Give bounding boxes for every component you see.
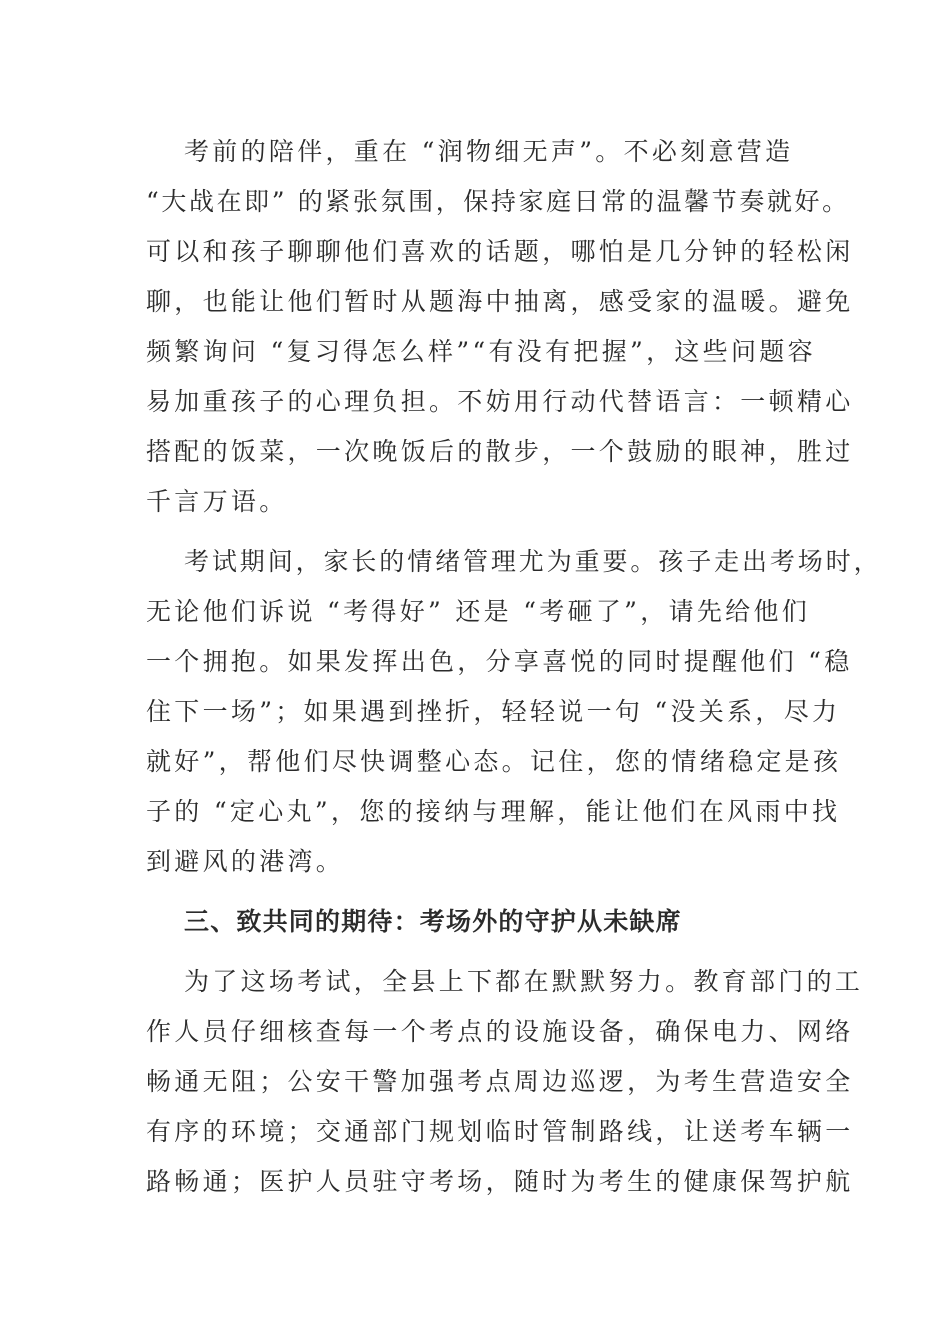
- paragraph-line: 就好”，帮他们尽快调整心态。记住，您的情绪稳定是孩: [146, 747, 842, 776]
- paragraph-line: 有序的环境；交通部门规划临时管制路线，让送考车辆一: [146, 1117, 854, 1146]
- paragraph-line: “大战在即” 的紧张氛围，保持家庭日常的温馨节奏就好。: [146, 187, 850, 216]
- paragraph-line: 子的 “定心丸”，您的接纳与理解，能让他们在风雨中找: [146, 797, 841, 826]
- paragraph-line: 聊，也能让他们暂时从题海中抽离，感受家的温暖。避免: [146, 287, 854, 316]
- section-heading: 三、致共同的期待：考场外的守护从未缺席: [184, 907, 682, 936]
- paragraph-line: 无论他们诉说 “考得好” 还是 “考砸了”，请先给他们: [146, 597, 811, 626]
- paragraph-line: 畅通无阻；公安干警加强考点周边巡逻，为考生营造安全: [146, 1067, 854, 1096]
- paragraph-line: 路畅通；医护人员驻守考场，随时为考生的健康保驾护航: [146, 1167, 854, 1196]
- paragraph-line: 考前的陪伴，重在 “润物细无声”。不必刻意营造: [184, 137, 794, 166]
- paragraph-line: 搭配的饭菜，一次晚饭后的散步，一个鼓励的眼神，胜过: [146, 437, 854, 466]
- paragraph-line: 到避风的港湾。: [146, 847, 345, 876]
- paragraph-line: 频繁询问 “复习得怎么样”“有没有把握”，这些问题容: [146, 337, 816, 366]
- paragraph-line: 住下一场”；如果遇到挫折，轻轻说一句 “没关系，尽力: [146, 697, 841, 726]
- paragraph-line: 为了这场考试，全县上下都在默默努力。教育部门的工: [184, 967, 864, 996]
- paragraph-line: 可以和孩子聊聊他们喜欢的话题，哪怕是几分钟的轻松闲: [146, 237, 854, 266]
- paragraph-line: 易加重孩子的心理负担。不妨用行动代替语言：一顿精心: [146, 387, 854, 416]
- paragraph-line: 一个拥抱。如果发挥出色，分享喜悦的同时提醒他们 “稳: [146, 647, 853, 676]
- paragraph-line: 考试期间，家长的情绪管理尤为重要。孩子走出考场时，: [184, 547, 882, 576]
- paragraph-line: 千言万语。: [146, 487, 288, 516]
- paragraph-line: 作人员仔细核查每一个考点的设施设备，确保电力、网络: [146, 1017, 854, 1046]
